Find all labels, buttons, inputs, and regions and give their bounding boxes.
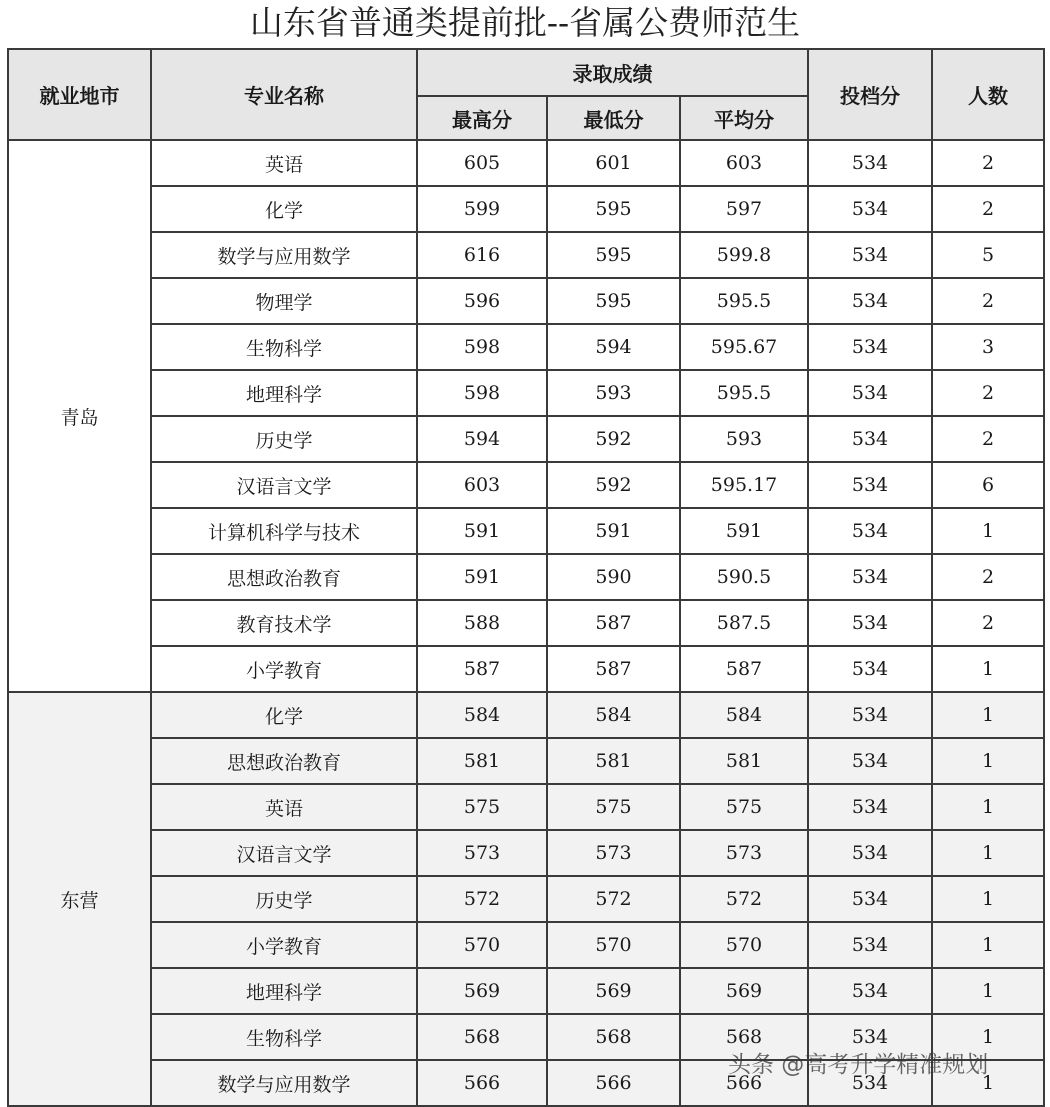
count-cell: 2 bbox=[932, 416, 1044, 462]
avg-cell: 566 bbox=[680, 1060, 808, 1106]
avg-cell: 584 bbox=[680, 692, 808, 738]
avg-cell: 593 bbox=[680, 416, 808, 462]
toudang-cell: 534 bbox=[808, 876, 932, 922]
toudang-cell: 534 bbox=[808, 416, 932, 462]
max-cell: 599 bbox=[417, 186, 547, 232]
max-cell: 569 bbox=[417, 968, 547, 1014]
count-cell: 2 bbox=[932, 554, 1044, 600]
table-row bbox=[8, 876, 1044, 922]
max-cell: 575 bbox=[417, 784, 547, 830]
max-cell: 596 bbox=[417, 278, 547, 324]
min-cell: 587 bbox=[547, 646, 680, 692]
toudang-cell: 534 bbox=[808, 830, 932, 876]
count-cell: 2 bbox=[932, 600, 1044, 646]
table-row bbox=[8, 462, 1044, 508]
header-min: 最低分 bbox=[547, 96, 680, 140]
table-row bbox=[8, 738, 1044, 784]
avg-cell: 569 bbox=[680, 968, 808, 1014]
toudang-cell: 534 bbox=[808, 1014, 932, 1060]
major-cell: 思想政治教育 bbox=[151, 738, 417, 784]
count-cell: 1 bbox=[932, 784, 1044, 830]
count-cell: 1 bbox=[932, 876, 1044, 922]
toudang-cell: 534 bbox=[808, 784, 932, 830]
min-cell: 575 bbox=[547, 784, 680, 830]
toudang-cell: 534 bbox=[808, 186, 932, 232]
toudang-cell: 534 bbox=[808, 232, 932, 278]
count-cell: 1 bbox=[932, 692, 1044, 738]
count-cell: 5 bbox=[932, 232, 1044, 278]
header-count: 人数 bbox=[932, 49, 1044, 140]
avg-cell: 568 bbox=[680, 1014, 808, 1060]
table-row bbox=[8, 186, 1044, 232]
major-cell: 教育技术学 bbox=[151, 600, 417, 646]
toudang-cell: 534 bbox=[808, 554, 932, 600]
count-cell: 2 bbox=[932, 370, 1044, 416]
max-cell: 566 bbox=[417, 1060, 547, 1106]
group-dongying bbox=[8, 692, 1044, 1106]
table-row bbox=[8, 508, 1044, 554]
max-cell: 616 bbox=[417, 232, 547, 278]
major-cell: 数学与应用数学 bbox=[151, 232, 417, 278]
toudang-cell: 534 bbox=[808, 324, 932, 370]
major-cell: 历史学 bbox=[151, 416, 417, 462]
header-toudang: 投档分 bbox=[808, 49, 932, 140]
toudang-cell: 534 bbox=[808, 600, 932, 646]
min-cell: 595 bbox=[547, 232, 680, 278]
min-cell: 595 bbox=[547, 186, 680, 232]
count-cell: 2 bbox=[932, 278, 1044, 324]
toudang-cell: 534 bbox=[808, 922, 932, 968]
avg-cell: 595.67 bbox=[680, 324, 808, 370]
table-row bbox=[8, 278, 1044, 324]
count-cell: 1 bbox=[932, 830, 1044, 876]
major-cell: 数学与应用数学 bbox=[151, 1060, 417, 1106]
count-cell: 1 bbox=[932, 738, 1044, 784]
min-cell: 584 bbox=[547, 692, 680, 738]
major-cell: 小学教育 bbox=[151, 922, 417, 968]
count-cell: 6 bbox=[932, 462, 1044, 508]
avg-cell: 595.5 bbox=[680, 370, 808, 416]
major-cell: 思想政治教育 bbox=[151, 554, 417, 600]
table-row bbox=[8, 554, 1044, 600]
min-cell: 590 bbox=[547, 554, 680, 600]
max-cell: 584 bbox=[417, 692, 547, 738]
toudang-cell: 534 bbox=[808, 278, 932, 324]
table-row bbox=[8, 416, 1044, 462]
avg-cell: 581 bbox=[680, 738, 808, 784]
min-cell: 587 bbox=[547, 600, 680, 646]
max-cell: 587 bbox=[417, 646, 547, 692]
major-cell: 汉语言文学 bbox=[151, 462, 417, 508]
toudang-cell: 534 bbox=[808, 692, 932, 738]
avg-cell: 599.8 bbox=[680, 232, 808, 278]
count-cell: 1 bbox=[932, 1014, 1044, 1060]
max-cell: 591 bbox=[417, 508, 547, 554]
min-cell: 570 bbox=[547, 922, 680, 968]
toudang-cell: 534 bbox=[808, 462, 932, 508]
header-max: 最高分 bbox=[417, 96, 547, 140]
table-row bbox=[8, 830, 1044, 876]
min-cell: 592 bbox=[547, 462, 680, 508]
min-cell: 568 bbox=[547, 1014, 680, 1060]
min-cell: 601 bbox=[547, 140, 680, 186]
group-qingdao bbox=[8, 140, 1044, 692]
header-scores: 录取成绩 bbox=[417, 49, 808, 96]
min-cell: 572 bbox=[547, 876, 680, 922]
min-cell: 593 bbox=[547, 370, 680, 416]
min-cell: 595 bbox=[547, 278, 680, 324]
major-cell: 小学教育 bbox=[151, 646, 417, 692]
toudang-cell: 534 bbox=[808, 140, 932, 186]
major-cell: 化学 bbox=[151, 692, 417, 738]
major-cell: 化学 bbox=[151, 186, 417, 232]
count-cell: 3 bbox=[932, 324, 1044, 370]
table-row bbox=[8, 600, 1044, 646]
toudang-cell: 534 bbox=[808, 370, 932, 416]
avg-cell: 595.5 bbox=[680, 278, 808, 324]
city-cell: 东营 bbox=[8, 692, 151, 1106]
table-row bbox=[8, 324, 1044, 370]
max-cell: 568 bbox=[417, 1014, 547, 1060]
avg-cell: 570 bbox=[680, 922, 808, 968]
header-city: 就业地市 bbox=[8, 49, 151, 140]
min-cell: 591 bbox=[547, 508, 680, 554]
min-cell: 573 bbox=[547, 830, 680, 876]
count-cell: 1 bbox=[932, 922, 1044, 968]
max-cell: 594 bbox=[417, 416, 547, 462]
table-row bbox=[8, 784, 1044, 830]
header-avg: 平均分 bbox=[680, 96, 808, 140]
major-cell: 地理科学 bbox=[151, 370, 417, 416]
page-title: 山东省普通类提前批--省属公费师范生 bbox=[249, 3, 801, 42]
major-cell: 生物科学 bbox=[151, 324, 417, 370]
avg-cell: 575 bbox=[680, 784, 808, 830]
table-row bbox=[8, 232, 1044, 278]
min-cell: 592 bbox=[547, 416, 680, 462]
avg-cell: 587.5 bbox=[680, 600, 808, 646]
max-cell: 603 bbox=[417, 462, 547, 508]
toudang-cell: 534 bbox=[808, 646, 932, 692]
avg-cell: 573 bbox=[680, 830, 808, 876]
header-major: 专业名称 bbox=[151, 49, 417, 140]
admission-table bbox=[7, 48, 1045, 1107]
max-cell: 570 bbox=[417, 922, 547, 968]
min-cell: 581 bbox=[547, 738, 680, 784]
toudang-cell: 534 bbox=[808, 508, 932, 554]
min-cell: 594 bbox=[547, 324, 680, 370]
toudang-cell: 534 bbox=[808, 738, 932, 784]
major-cell: 汉语言文学 bbox=[151, 830, 417, 876]
avg-cell: 587 bbox=[680, 646, 808, 692]
max-cell: 588 bbox=[417, 600, 547, 646]
major-cell: 生物科学 bbox=[151, 1014, 417, 1060]
table-row bbox=[8, 140, 1044, 186]
table-row bbox=[8, 922, 1044, 968]
min-cell: 569 bbox=[547, 968, 680, 1014]
major-cell: 历史学 bbox=[151, 876, 417, 922]
major-cell: 物理学 bbox=[151, 278, 417, 324]
avg-cell: 572 bbox=[680, 876, 808, 922]
count-cell: 1 bbox=[932, 508, 1044, 554]
max-cell: 605 bbox=[417, 140, 547, 186]
major-cell: 地理科学 bbox=[151, 968, 417, 1014]
table-row bbox=[8, 968, 1044, 1014]
count-cell: 2 bbox=[932, 186, 1044, 232]
count-cell: 1 bbox=[932, 1060, 1044, 1106]
avg-cell: 591 bbox=[680, 508, 808, 554]
major-cell: 计算机科学与技术 bbox=[151, 508, 417, 554]
count-cell: 1 bbox=[932, 646, 1044, 692]
max-cell: 598 bbox=[417, 324, 547, 370]
avg-cell: 603 bbox=[680, 140, 808, 186]
table-header bbox=[8, 49, 1044, 140]
toudang-cell: 534 bbox=[808, 1060, 932, 1106]
min-cell: 566 bbox=[547, 1060, 680, 1106]
city-cell: 青岛 bbox=[8, 140, 151, 692]
major-cell: 英语 bbox=[151, 784, 417, 830]
count-cell: 1 bbox=[932, 968, 1044, 1014]
table-row bbox=[8, 692, 1044, 738]
max-cell: 581 bbox=[417, 738, 547, 784]
max-cell: 573 bbox=[417, 830, 547, 876]
max-cell: 591 bbox=[417, 554, 547, 600]
avg-cell: 597 bbox=[680, 186, 808, 232]
toudang-cell: 534 bbox=[808, 968, 932, 1014]
table-row bbox=[8, 370, 1044, 416]
major-cell: 英语 bbox=[151, 140, 417, 186]
avg-cell: 590.5 bbox=[680, 554, 808, 600]
count-cell: 2 bbox=[932, 140, 1044, 186]
max-cell: 572 bbox=[417, 876, 547, 922]
watermark-text: 头条 @高考升学精准规划 bbox=[728, 1052, 989, 1078]
max-cell: 598 bbox=[417, 370, 547, 416]
table-row bbox=[8, 646, 1044, 692]
avg-cell: 595.17 bbox=[680, 462, 808, 508]
